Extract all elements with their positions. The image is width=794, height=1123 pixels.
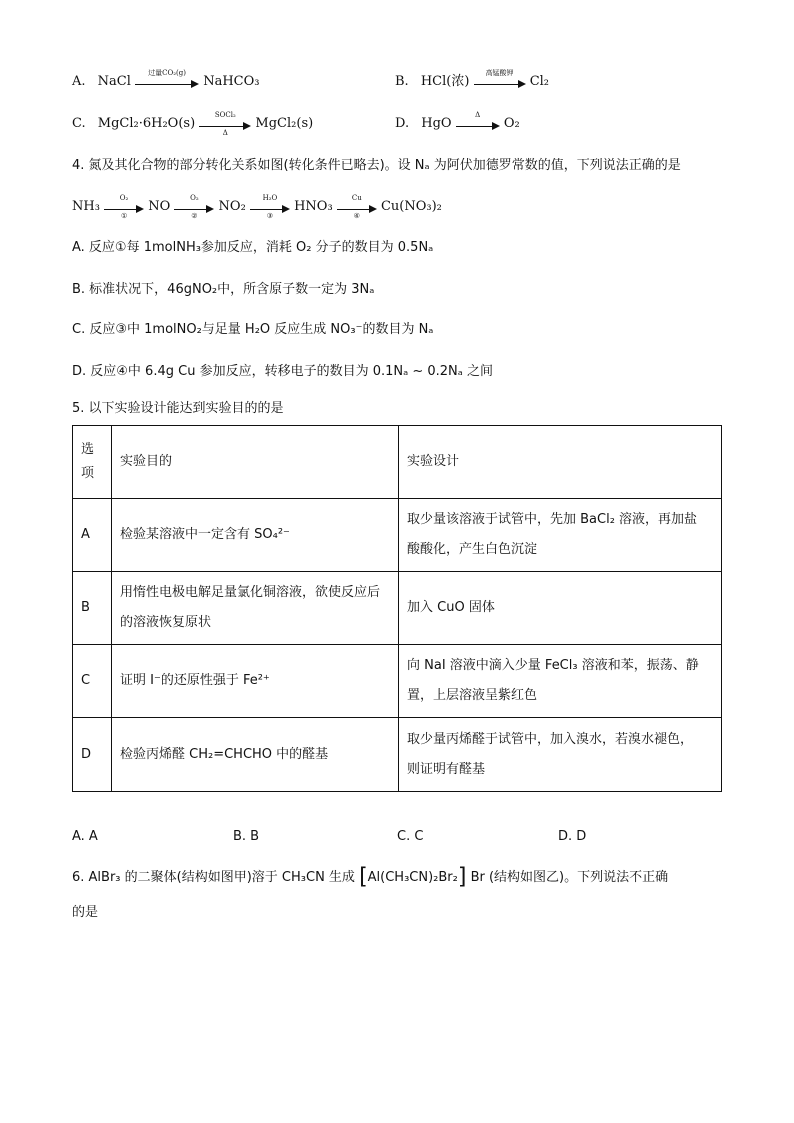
row-design: 取少量丙烯醛于试管中，加入溴水，若溴水褪色， 则证明有醛基 bbox=[399, 718, 722, 792]
species: NO₂ bbox=[218, 199, 246, 214]
q3-option-d bbox=[395, 110, 520, 134]
reactant: MgCl₂·6H₂O(s) bbox=[97, 116, 196, 131]
arrow-condition: 过量CO₂(g) bbox=[148, 68, 186, 77]
reaction-arrow bbox=[474, 68, 526, 89]
product: O₂ bbox=[503, 116, 520, 131]
q5-answer-b: B. B bbox=[233, 829, 260, 844]
table-header-row bbox=[73, 426, 722, 499]
q6-text-part: 6. AlBr₃ 的二聚体(结构如图甲)溶于 CH₃CN 生成 bbox=[72, 870, 355, 885]
species: Cu(NO₃)₂ bbox=[380, 199, 442, 214]
arrow-condition: SOCl₂ bbox=[214, 110, 236, 119]
species: NO bbox=[148, 199, 171, 214]
arrow-condition: 高锰酸钾 bbox=[485, 68, 514, 77]
right-bracket: ] bbox=[457, 864, 467, 890]
reactant: HCl(浓) bbox=[420, 74, 470, 89]
q6-stem-line2: 的是 bbox=[72, 905, 99, 920]
option-label: B. bbox=[395, 74, 409, 89]
q4-option-a: A. 反应①每 1molNH₃参加反应，消耗 O₂ 分子的数目为 0.5Nₐ bbox=[72, 240, 434, 255]
reaction-arrow: O₂ ② bbox=[174, 200, 214, 214]
q4-option-d: D. 反应④中 6.4g Cu 参加反应，转移电子的数目为 0.1Nₐ ~ 0.2Nₐ 之间 bbox=[72, 364, 493, 379]
reactant: NaCl bbox=[97, 74, 131, 89]
option-label: D. bbox=[395, 116, 410, 131]
reaction-arrow: Cu ④ bbox=[337, 200, 377, 214]
reactant: HgO bbox=[421, 116, 452, 131]
row-purpose: 用惰性电极电解足量氯化铜溶液，欲使反应后 的溶液恢复原状 bbox=[112, 572, 399, 645]
row-purpose: 证明 I⁻的还原性强于 Fe²⁺ bbox=[112, 645, 399, 718]
complex-formula: Al(CH₃CN)₂Br₂ bbox=[367, 870, 458, 885]
left-bracket: [ bbox=[359, 864, 368, 890]
row-design: 向 NaI 溶液中滴入少量 FeCl₃ 溶液和苯，振荡、静 置，上层溶液呈紫红色 bbox=[399, 645, 722, 718]
q4-option-b: B. 标准状况下，46gNO₂中，所含原子数一定为 3Nₐ bbox=[72, 282, 375, 297]
product: Cl₂ bbox=[529, 74, 550, 89]
reaction-arrow: H₂O ③ bbox=[250, 200, 290, 214]
reaction-arrow bbox=[135, 68, 199, 89]
row-option: B bbox=[73, 572, 112, 645]
header-purpose: 实验目的 bbox=[112, 426, 399, 499]
q6-text-part: Br (结构如图乙)。下列说法不正确 bbox=[470, 870, 669, 885]
header-design: 实验设计 bbox=[399, 426, 722, 499]
table-row bbox=[73, 499, 722, 572]
q5-answer-c: C. C bbox=[397, 829, 424, 844]
reaction-arrow bbox=[199, 110, 251, 137]
q5-answer-d: D. D bbox=[558, 829, 587, 844]
header-option: 选 项 bbox=[73, 426, 112, 499]
q6-stem-line1 bbox=[72, 864, 669, 890]
q4-conversion-chain bbox=[72, 193, 442, 220]
q5-stem: 5. 以下实验设计能达到实验目的的是 bbox=[72, 401, 284, 416]
product: NaHCO₃ bbox=[203, 74, 260, 89]
table-row bbox=[73, 645, 722, 718]
q3-option-c bbox=[72, 110, 314, 137]
reaction-arrow: O₂ ① bbox=[104, 200, 144, 214]
q4-stem: 4. 氮及其化合物的部分转化关系如图(转化条件已略去)。设 Nₐ 为阿伏加德罗常数的值，下列说法正确的是 bbox=[72, 158, 681, 173]
species: HNO₃ bbox=[294, 199, 333, 214]
row-purpose: 检验丙烯醛 CH₂=CHCHO 中的醛基 bbox=[112, 718, 399, 792]
table-row bbox=[73, 718, 722, 792]
species: NH₃ bbox=[72, 199, 100, 214]
reaction-arrow bbox=[456, 110, 500, 131]
arrow-condition-below: Δ bbox=[222, 128, 228, 137]
row-design: 取少量该溶液于试管中，先加 BaCl₂ 溶液，再加盐 酸酸化，产生白色沉淀 bbox=[399, 499, 722, 572]
experiment-table bbox=[72, 425, 722, 792]
row-design: 加入 CuO 固体 bbox=[399, 572, 722, 645]
row-option: C bbox=[73, 645, 112, 718]
row-option: A bbox=[73, 499, 112, 572]
row-option: D bbox=[73, 718, 112, 792]
option-label: C. bbox=[72, 116, 86, 131]
q4-option-c: C. 反应③中 1molNO₂与足量 H₂O 反应生成 NO₃⁻的数目为 Nₐ bbox=[72, 322, 434, 337]
product: MgCl₂(s) bbox=[255, 116, 314, 131]
arrow-condition: Δ bbox=[475, 110, 481, 119]
q3-option-a bbox=[72, 68, 260, 92]
row-purpose: 检验某溶液中一定含有 SO₄²⁻ bbox=[112, 499, 399, 572]
option-label: A. bbox=[72, 74, 86, 89]
q3-option-b bbox=[395, 68, 550, 92]
q5-answer-a: A. A bbox=[72, 829, 98, 844]
table-row bbox=[73, 572, 722, 645]
